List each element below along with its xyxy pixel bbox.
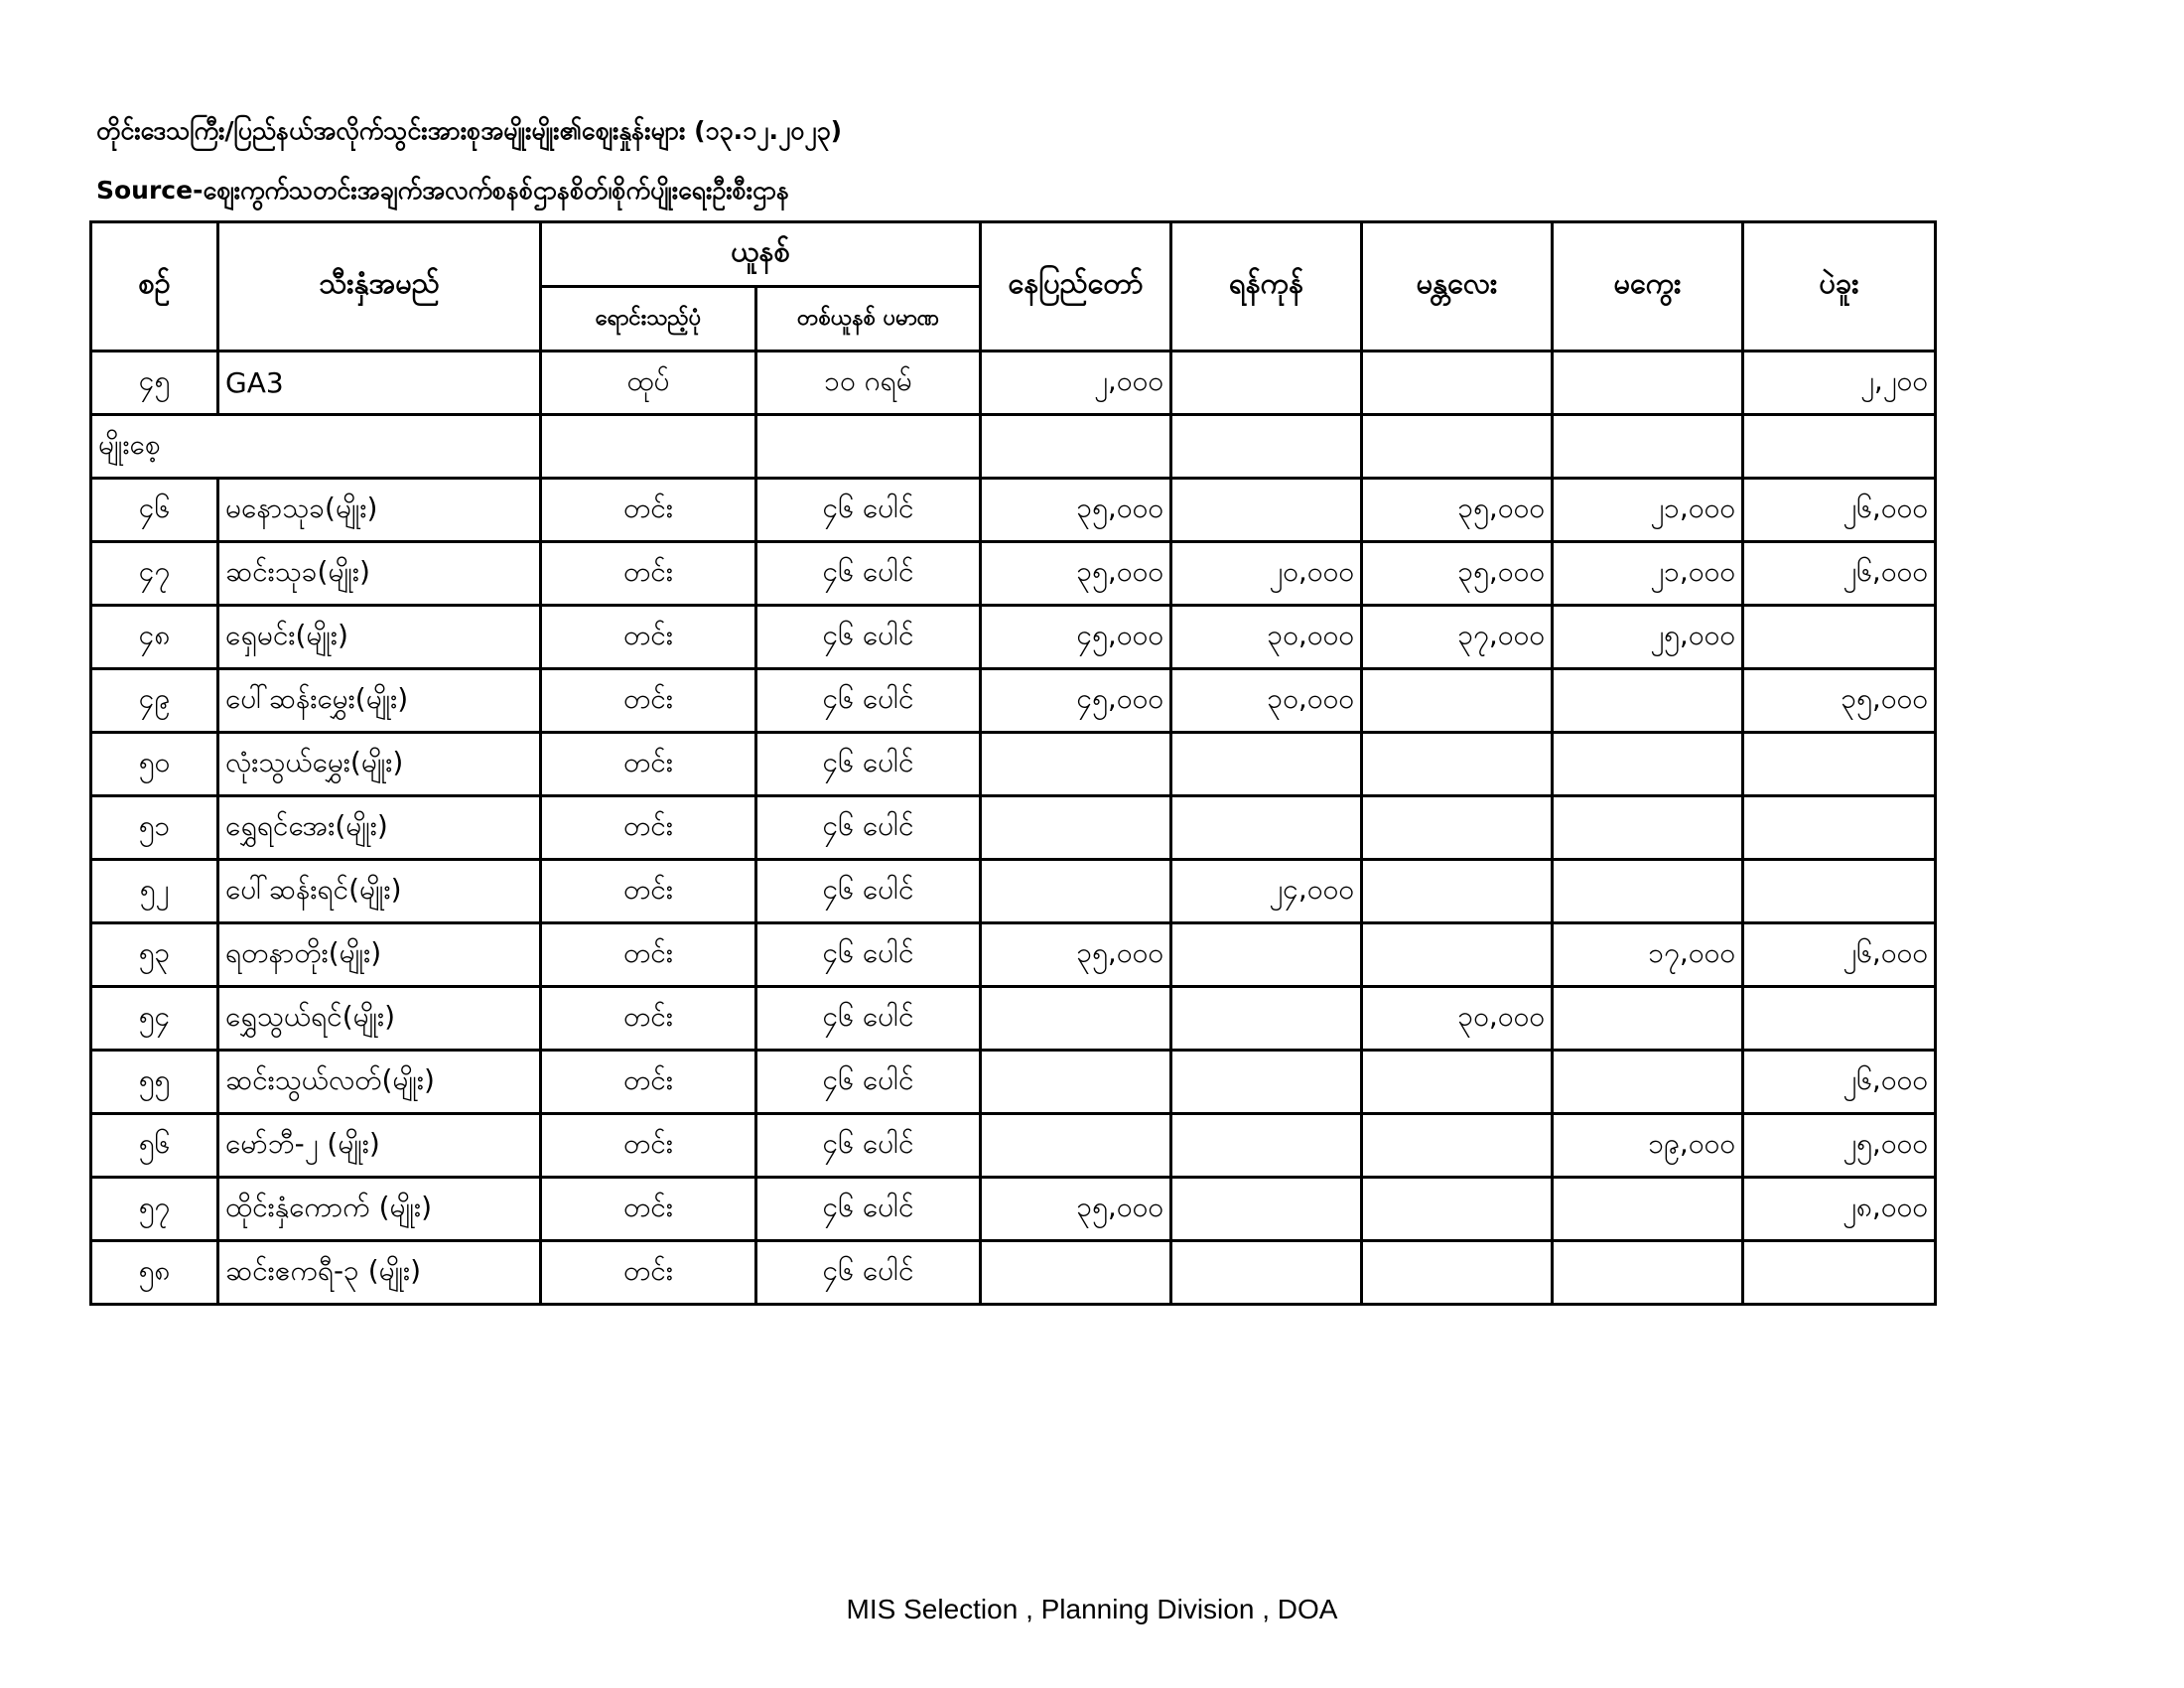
cell-naypyitaw: ၄၅,၀၀၀ [981,606,1171,669]
cell-name: ဆင်းဧကရီ-၃ (မျိုး) [218,1241,541,1305]
cell-yangon [1171,796,1362,860]
cell-magway: ၂၁,၀၀၀ [1553,542,1743,606]
cell-unit: တင်း [541,987,756,1051]
cell-bago: ၃၅,၀၀၀ [1743,669,1936,733]
cell-qty: ၄၆ ပေါင် [756,796,981,860]
empty-cell [541,415,756,479]
cell-unit: တင်း [541,669,756,733]
cell-name: ရှေမင်း(မျိုး) [218,606,541,669]
cell-naypyitaw [981,860,1171,923]
cell-magway: ၂၁,၀၀၀ [1553,479,1743,542]
header-no: စဉ် [91,222,218,352]
table-row [91,669,1936,733]
table-row [91,606,1936,669]
cell-no: ၄၉ [91,669,218,733]
cell-no: ၄၇ [91,542,218,606]
header-yangon: ရန်ကုန် [1171,222,1362,352]
table-row [91,1051,1936,1114]
cell-mandalay [1362,733,1553,796]
cell-no: ၅၈ [91,1241,218,1305]
cell-unit: တင်း [541,1241,756,1305]
cell-qty: ၄၆ ပေါင် [756,860,981,923]
cell-naypyitaw: ၂,၀၀၀ [981,352,1171,415]
table-row [91,796,1936,860]
cell-name: မော်ဘီ-၂ (မျိုး) [218,1114,541,1178]
header-name: သီးနှံအမည် [218,222,541,352]
header-mandalay: မန္တလေး [1362,222,1553,352]
cell-naypyitaw [981,1051,1171,1114]
cell-magway [1553,987,1743,1051]
cell-mandalay [1362,1241,1553,1305]
empty-cell [1362,415,1553,479]
table-row [91,860,1936,923]
cell-mandalay: ၃၇,၀၀၀ [1362,606,1553,669]
cell-qty: ၁၀ ဂရမ် [756,352,981,415]
cell-bago: ၂၅,၀၀၀ [1743,1114,1936,1178]
empty-cell [1743,415,1936,479]
cell-mandalay [1362,352,1553,415]
cell-bago [1743,860,1936,923]
cell-yangon [1171,1178,1362,1241]
cell-name: ပေါ်ဆန်းမွှေး(မျိုး) [218,669,541,733]
cell-yangon [1171,1241,1362,1305]
cell-yangon [1171,987,1362,1051]
cell-qty: ၄၆ ပေါင် [756,1178,981,1241]
document-title: တိုင်းဒေသကြီး/ပြည်နယ်အလိုက်သွင်းအားစုအမျိုးမျိုး၏ဈေးနှုန်းများ (၁၃.၁၂.၂၀၂၃) [96,116,843,145]
cell-magway [1553,1241,1743,1305]
cell-magway [1553,733,1743,796]
cell-no: ၅၃ [91,923,218,987]
cell-name: ရွှေရင်အေး(မျိုး) [218,796,541,860]
header-row [91,222,1936,287]
cell-no: ၅၇ [91,1178,218,1241]
cell-no: ၅၀ [91,733,218,796]
cell-naypyitaw: ၃၅,၀၀၀ [981,479,1171,542]
empty-cell [1171,415,1362,479]
cell-naypyitaw [981,1241,1171,1305]
cell-naypyitaw: ၃၅,၀၀၀ [981,542,1171,606]
table-row [91,479,1936,542]
section-label: မျိုးစေ့ [91,415,541,479]
cell-name: GA3 [218,352,541,415]
header-naypyitaw: နေပြည်တော် [981,222,1171,352]
cell-mandalay [1362,860,1553,923]
table-row [91,352,1936,415]
cell-bago [1743,796,1936,860]
cell-magway [1553,860,1743,923]
cell-qty: ၄၆ ပေါင် [756,1241,981,1305]
empty-cell [1553,415,1743,479]
cell-unit: တင်း [541,733,756,796]
cell-bago: ၂၆,၀၀၀ [1743,923,1936,987]
cell-mandalay [1362,923,1553,987]
cell-magway [1553,669,1743,733]
cell-yangon [1171,733,1362,796]
cell-yangon: ၂၄,၀၀၀ [1171,860,1362,923]
table-row [91,987,1936,1051]
cell-yangon [1171,352,1362,415]
cell-bago [1743,987,1936,1051]
cell-naypyitaw [981,987,1171,1051]
cell-naypyitaw: ၃၅,၀၀၀ [981,1178,1171,1241]
empty-cell [981,415,1171,479]
cell-no: ၄၈ [91,606,218,669]
cell-name: ရွှေသွယ်ရင်(မျိုး) [218,987,541,1051]
cell-bago [1743,606,1936,669]
cell-mandalay [1362,1051,1553,1114]
cell-no: ၅၁ [91,796,218,860]
cell-no: ၄၆ [91,479,218,542]
cell-yangon: ၃၀,၀၀၀ [1171,606,1362,669]
cell-yangon [1171,479,1362,542]
cell-qty: ၄၆ ပေါင် [756,479,981,542]
cell-no: ၅၂ [91,860,218,923]
cell-unit: တင်း [541,923,756,987]
cell-no: ၅၅ [91,1051,218,1114]
cell-unit: တင်း [541,1178,756,1241]
cell-qty: ၄၆ ပေါင် [756,1114,981,1178]
empty-cell [756,415,981,479]
cell-unit: တင်း [541,1051,756,1114]
cell-naypyitaw [981,1114,1171,1178]
cell-mandalay: ၃၅,၀၀၀ [1362,542,1553,606]
cell-name: ဆင်းသုခ(မျိုး) [218,542,541,606]
cell-mandalay: ၃၀,၀၀၀ [1362,987,1553,1051]
cell-name: ရတနာတိုး(မျိုး) [218,923,541,987]
cell-mandalay [1362,669,1553,733]
cell-yangon: ၂၀,၀၀၀ [1171,542,1362,606]
cell-unit: တင်း [541,542,756,606]
cell-magway [1553,352,1743,415]
table-row [91,542,1936,606]
cell-naypyitaw: ၄၅,၀၀၀ [981,669,1171,733]
cell-naypyitaw [981,796,1171,860]
cell-name: လုံးသွယ်မွှေး(မျိုး) [218,733,541,796]
price-table [89,220,1937,1306]
cell-yangon: ၃၀,၀၀၀ [1171,669,1362,733]
cell-qty: ၄၆ ပေါင် [756,669,981,733]
cell-unit: တင်း [541,1114,756,1178]
cell-bago: ၂၆,၀၀၀ [1743,479,1936,542]
header-magway: မကွေး [1553,222,1743,352]
table-row [91,1114,1936,1178]
cell-mandalay [1362,1178,1553,1241]
table-row [91,1178,1936,1241]
cell-unit: တင်း [541,479,756,542]
header-bago: ပဲခူး [1743,222,1936,352]
cell-magway: ၁၉,၀၀၀ [1553,1114,1743,1178]
cell-mandalay: ၃၅,၀၀၀ [1362,479,1553,542]
table-row [91,923,1936,987]
cell-bago: ၂၈,၀၀၀ [1743,1178,1936,1241]
cell-bago: ၂၆,၀၀၀ [1743,1051,1936,1114]
cell-mandalay [1362,796,1553,860]
document-source: Source-ဈေးကွက်သတင်းအချက်အလက်စနစ်ဌာနစိတ်၊စိုက်ပျိုးရေးဦးစီးဌာန [96,176,790,205]
footer-text: MIS Selection , Planning Division , DOA [846,1594,1338,1624]
cell-unit: တင်း [541,796,756,860]
cell-naypyitaw [981,733,1171,796]
cell-yangon [1171,1114,1362,1178]
cell-no: ၅၄ [91,987,218,1051]
table-row [91,733,1936,796]
cell-qty: ၄၆ ပေါင် [756,733,981,796]
cell-qty: ၄၆ ပေါင် [756,542,981,606]
cell-no: ၄၅ [91,352,218,415]
cell-qty: ၄၆ ပေါင် [756,1051,981,1114]
table-body [91,352,1936,1305]
cell-name: ပေါ်ဆန်းရင်(မျိုး) [218,860,541,923]
cell-unit: တင်း [541,860,756,923]
cell-no: ၅၆ [91,1114,218,1178]
cell-magway [1553,796,1743,860]
cell-bago [1743,733,1936,796]
cell-magway: ၂၅,၀၀၀ [1553,606,1743,669]
header-unit-type: ရောင်းသည့်ပုံ [541,287,756,352]
cell-yangon [1171,923,1362,987]
cell-yangon [1171,1051,1362,1114]
cell-bago: ၂၆,၀၀၀ [1743,542,1936,606]
section-row [91,415,1936,479]
cell-magway: ၁၇,၀၀၀ [1553,923,1743,987]
cell-magway [1553,1178,1743,1241]
cell-unit: ထုပ် [541,352,756,415]
cell-qty: ၄၆ ပေါင် [756,606,981,669]
cell-unit: တင်း [541,606,756,669]
cell-qty: ၄၆ ပေါင် [756,987,981,1051]
cell-name: ထိုင်းနှံကောက် (မျိုး) [218,1178,541,1241]
cell-mandalay [1362,1114,1553,1178]
cell-naypyitaw: ၃၅,၀၀၀ [981,923,1171,987]
cell-magway [1553,1051,1743,1114]
cell-qty: ၄၆ ပေါင် [756,923,981,987]
cell-name: ဆင်းသွယ်လတ်(မျိုး) [218,1051,541,1114]
cell-bago: ၂,၂၀၀ [1743,352,1936,415]
header-unit: ယူနစ် [541,222,981,287]
cell-name: မနောသုခ(မျိုး) [218,479,541,542]
cell-bago [1743,1241,1936,1305]
header-unit-qty: တစ်ယူနစ် ပမာဏ [756,287,981,352]
table-row [91,1241,1936,1305]
